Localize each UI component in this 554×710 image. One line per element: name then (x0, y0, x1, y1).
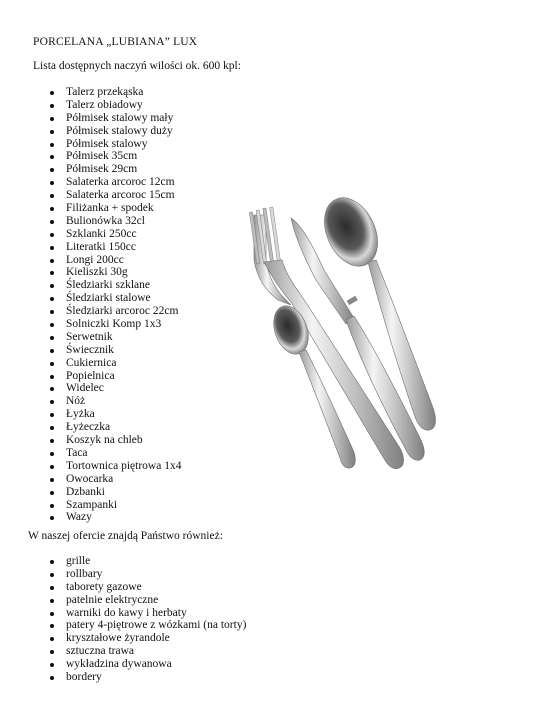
bullet-icon (50, 271, 54, 275)
list-item (66, 658, 246, 671)
list-item-label: Śledziarki arcoroc 22cm (66, 305, 179, 318)
list-item (66, 344, 181, 357)
list-item-label: Śledziarki szklane (66, 279, 150, 292)
list-item (66, 163, 181, 176)
bullet-icon (50, 637, 54, 641)
bullet-icon (50, 624, 54, 628)
bullet-icon (50, 663, 54, 667)
list-item (66, 408, 181, 421)
list-item (66, 176, 181, 189)
list-item-label: Półmisek stalowy mały (66, 111, 174, 124)
list-item (66, 460, 181, 473)
list-item (66, 331, 181, 344)
list-item-label: Taca (66, 446, 88, 459)
list-item-label: Szklanki 250cc (66, 227, 137, 240)
list-item (66, 202, 181, 215)
tableware-list (66, 86, 181, 524)
list-item (66, 382, 181, 395)
list-item (66, 241, 181, 254)
list-item (66, 279, 181, 292)
list-item (66, 632, 246, 645)
bullet-icon (50, 465, 54, 469)
list-item-label: Literatki 150cc (66, 240, 136, 253)
list-item-label: Wazy (66, 511, 92, 524)
bullet-icon (50, 439, 54, 443)
list-item-label: patery 4-piętrowe z wózkami (na torty) (66, 619, 247, 632)
bullet-icon (50, 349, 54, 353)
list-item-label: warniki do kawy i herbaty (66, 606, 187, 619)
bullet-icon (50, 194, 54, 198)
list-item-label: Dzbanki (66, 485, 105, 498)
bullet-icon (50, 310, 54, 314)
bullet-icon (50, 612, 54, 616)
bullet-icon (50, 91, 54, 95)
big-spoon-shape (314, 190, 436, 430)
bullet-icon (50, 181, 54, 185)
list-item (66, 318, 181, 331)
list-item (66, 395, 181, 408)
bullet-icon (50, 478, 54, 482)
list-item (66, 150, 181, 163)
list-item (66, 112, 181, 125)
list-item (66, 671, 246, 684)
list-item (66, 305, 181, 318)
bullet-icon (50, 117, 54, 121)
list-item-label: kryształowe żyrandole (66, 632, 170, 645)
list-item-label: Salaterka arcoroc 12cm (66, 176, 175, 189)
list-item-label: Szampanki (66, 498, 118, 511)
fork-shape (249, 207, 403, 469)
bullet-icon (50, 104, 54, 108)
list-item (66, 125, 181, 138)
list-item (66, 499, 181, 512)
list-item (66, 581, 246, 594)
list-item-label: Bulionówka 32cl (66, 214, 145, 227)
list-item-label: Filiżanka + spodek (66, 202, 154, 215)
list-item-label: taborety gazowe (66, 580, 142, 593)
list-item-label: Cukiernica (66, 356, 117, 369)
list-item-label: grille (66, 555, 91, 567)
list-item (66, 370, 181, 383)
list-item (66, 292, 181, 305)
bullet-icon (50, 560, 54, 564)
list-item (66, 421, 181, 434)
bullet-icon (50, 426, 54, 430)
list-item-label: Serwetnik (66, 330, 113, 343)
document-title: PORCELANA „LUBIANA” LUX (33, 36, 198, 48)
list-item-label: Koszyk na chleb (66, 434, 143, 447)
bullet-icon (50, 297, 54, 301)
bullet-icon (50, 504, 54, 508)
list-item-label: sztuczna trawa (66, 645, 135, 658)
list-item-label: Półmisek stalowy duży (66, 124, 173, 137)
list-item-label: Kieliszki 30g (66, 266, 128, 279)
bullet-icon (50, 155, 54, 159)
bullet-icon (50, 259, 54, 263)
list-item-label: Talerz obiadowy (66, 98, 143, 111)
bullet-icon (50, 323, 54, 327)
list-item (66, 555, 246, 568)
list-item (66, 357, 181, 370)
list-item-label: Popielnica (66, 369, 115, 382)
list-item (66, 215, 181, 228)
list-item-label: Solniczki Komp 1x3 (66, 318, 162, 331)
bullet-icon (50, 168, 54, 172)
list-item-label: Półmisek stalowy (66, 137, 148, 150)
bullet-icon (50, 207, 54, 211)
bullet-icon (50, 143, 54, 147)
bullet-icon (50, 573, 54, 577)
bullet-icon (50, 516, 54, 520)
list-item-label: Śledziarki stalowe (66, 292, 151, 305)
list-item-label: Longi 200cc (66, 253, 124, 266)
list-item-label: Półmisek 35cm (66, 150, 138, 163)
list-item (66, 473, 181, 486)
list-item-label: Owocarka (66, 472, 114, 485)
section2-heading: W naszej ofercie znajdą Państwo również: (28, 530, 223, 542)
other-offer-list (66, 555, 246, 684)
bullet-icon (50, 284, 54, 288)
bullet-icon (50, 375, 54, 379)
list-item-label: Łyżka (66, 408, 95, 421)
list-item (66, 189, 181, 202)
bullet-icon (50, 400, 54, 404)
list-item-label: Nóż (66, 395, 86, 408)
list-item-label: Widelec (66, 382, 104, 395)
list-item-label: patelnie elektryczne (66, 593, 159, 606)
bullet-icon (50, 220, 54, 224)
list-item-label: Tortownica piętrowa 1x4 (66, 459, 182, 472)
list-item (66, 594, 246, 607)
list-item (66, 99, 181, 112)
list-item (66, 434, 181, 447)
list-item-label: Salaterka arcoroc 15cm (66, 189, 175, 202)
list-item (66, 486, 181, 499)
list-item (66, 447, 181, 460)
intro-text: Lista dostępnych naczyń wilości ok. 600 kpl: (33, 60, 241, 72)
list-item (66, 619, 246, 632)
list-item-label: Talerz przekąska (66, 86, 144, 98)
bullet-icon (50, 362, 54, 366)
bullet-icon (50, 130, 54, 134)
cutlery-image (236, 190, 451, 490)
list-item (66, 228, 181, 241)
list-item (66, 568, 246, 581)
list-item-label: bordery (66, 671, 102, 684)
bullet-icon (50, 650, 54, 654)
list-item (66, 138, 181, 151)
list-item (66, 511, 181, 524)
bullet-icon (50, 491, 54, 495)
list-item-label: Łyżeczka (66, 421, 111, 434)
bullet-icon (50, 413, 54, 417)
bullet-icon (50, 387, 54, 391)
list-item (66, 645, 246, 658)
bullet-icon (50, 336, 54, 340)
list-item (66, 266, 181, 279)
bullet-icon (50, 452, 54, 456)
list-item-label: Świecznik (66, 343, 114, 356)
bullet-icon (50, 233, 54, 237)
list-item-label: wykładzina dywanowa (66, 658, 172, 671)
list-item (66, 86, 181, 99)
bullet-icon (50, 586, 54, 590)
list-item (66, 607, 246, 620)
list-item (66, 254, 181, 267)
list-item-label: rollbary (66, 567, 103, 580)
list-item-label: Półmisek 29cm (66, 163, 138, 176)
bullet-icon (50, 599, 54, 603)
bullet-icon (50, 246, 54, 250)
bullet-icon (50, 676, 54, 680)
